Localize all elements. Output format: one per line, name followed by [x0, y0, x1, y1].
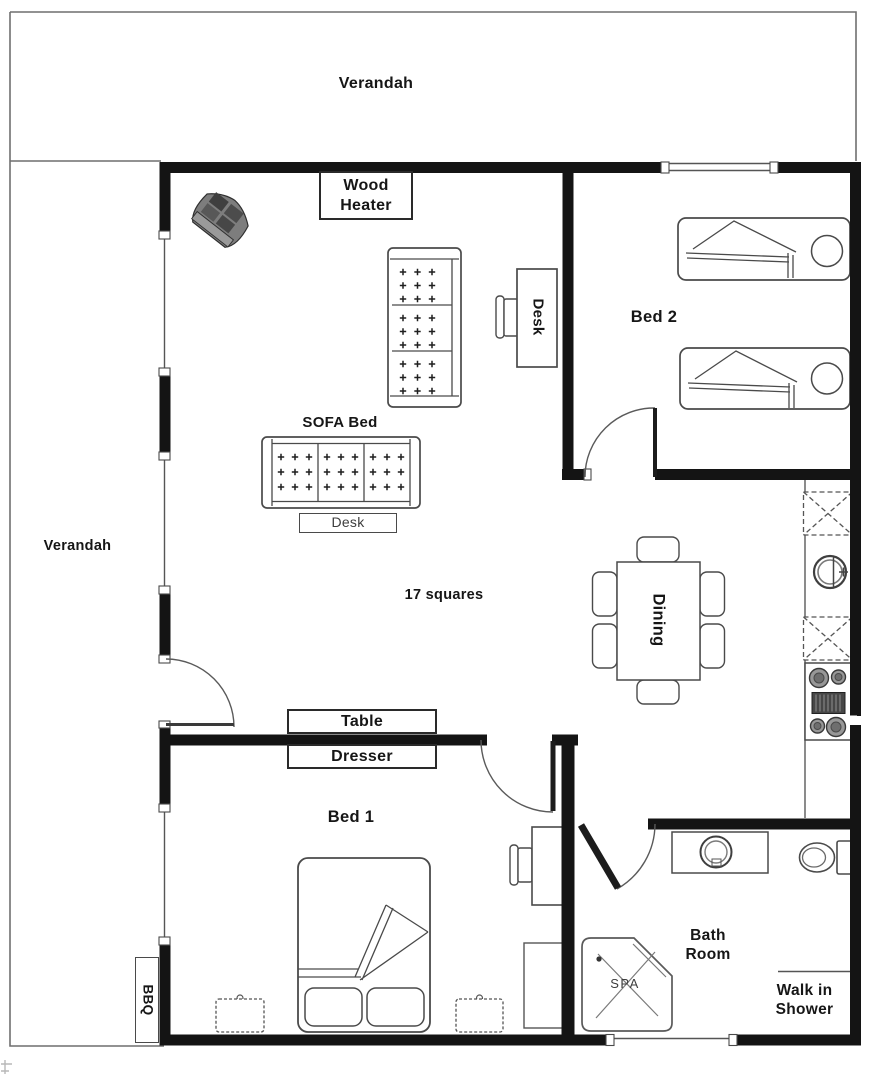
single-bed	[680, 348, 850, 409]
bathroom-line1: Bath	[690, 926, 726, 944]
desk-side-unit	[496, 269, 557, 367]
verandah-top-label: Verandah	[338, 75, 414, 92]
shower-line2: Shower	[775, 1001, 834, 1018]
dresser-label-box: Dresser	[287, 744, 437, 769]
couch-vertical	[388, 248, 461, 407]
stove-icon	[805, 663, 852, 740]
walls	[160, 162, 862, 1046]
toilet-icon	[800, 841, 853, 874]
wood-heater-icon	[187, 184, 256, 251]
bbq-label: BBQ	[140, 984, 156, 1016]
desk-label-box: Desk	[299, 513, 397, 533]
walk-in-shower-label	[752, 980, 857, 1020]
wood-heater-line1: Wood	[343, 176, 389, 194]
shower-line1: Walk in	[776, 981, 833, 999]
kitchen-counter	[804, 480, 853, 818]
desk-side-label: Desk	[529, 298, 547, 336]
spa-label: SPA	[610, 975, 640, 991]
table-label-box: Table	[287, 709, 437, 734]
bedside-table	[216, 995, 264, 1032]
right-wall-notch	[850, 716, 857, 726]
bathroom-line2: Room	[685, 946, 731, 963]
bed2-label: Bed 2	[630, 307, 678, 326]
wood-heater-line2: Heater	[340, 196, 392, 214]
double-bed	[298, 858, 430, 1032]
bedside-table	[456, 995, 503, 1032]
wood-heater-label-box	[319, 171, 413, 220]
bbq-label-box	[135, 957, 159, 1043]
edge-artifact	[1, 1060, 12, 1074]
sink-icon	[814, 556, 848, 588]
bed1-label: Bed 1	[327, 807, 375, 826]
dining-label: Dining	[649, 593, 668, 647]
area-note-label: 17 squares	[404, 586, 484, 603]
bathroom-label	[668, 925, 748, 965]
sofa-bed-label: SOFA Bed	[302, 413, 378, 431]
vanity-basin-icon	[672, 832, 768, 873]
single-bed	[678, 218, 850, 280]
verandah-left-label: Verandah	[43, 537, 112, 554]
